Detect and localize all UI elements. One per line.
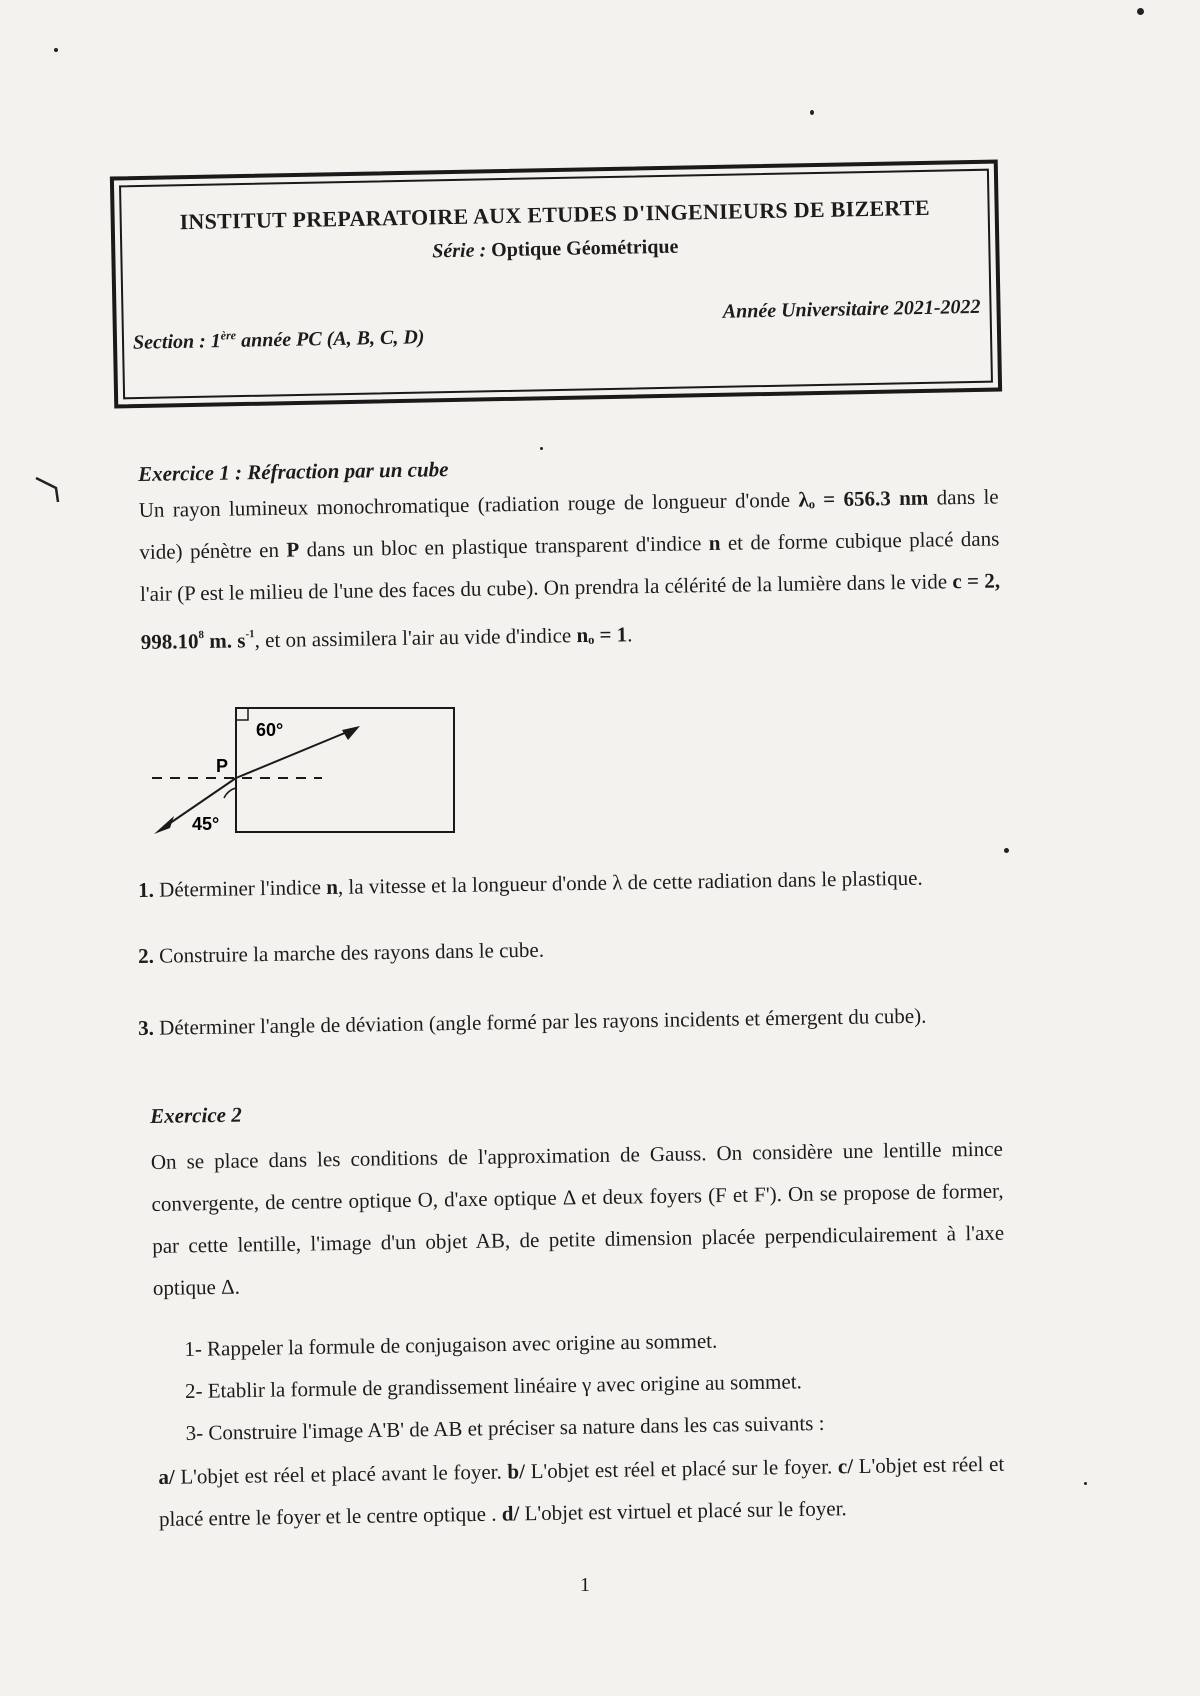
question-text: , la vitesse et la longueur d'onde λ de cette radiation dans le plastique.: [337, 865, 923, 899]
ex1-question-3: [138, 1002, 998, 1041]
section-suffix: année PC (A, B, C, D): [235, 326, 425, 352]
ex1-text: .: [626, 622, 633, 647]
question-text: Construire la marche des rayons dans le cube.: [153, 937, 545, 968]
academic-year: Année Universitaire 2021-2022: [722, 295, 981, 323]
exercise1-questions: [138, 864, 998, 903]
refracted-arrow: [342, 726, 360, 740]
right-angle-marker: [236, 708, 248, 720]
exercise1-paragraph: [138, 475, 1001, 662]
refracted-ray: [236, 730, 352, 778]
ex2-cases-paragraph: [158, 1443, 1005, 1540]
question-text: Déterminer l'indice: [153, 875, 327, 902]
exercise1-title: Exercice 1 : Réfraction par un cube: [138, 457, 449, 486]
ex1-lambda0: λₒ = 656.3 nm: [798, 485, 929, 512]
case-a-label: a/: [158, 1464, 175, 1489]
question-number: 3.: [138, 1015, 155, 1040]
ex2-item-3: 3- Construire l'image A'B' de AB et préciser sa nature dans les cas suivants :: [185, 1410, 825, 1445]
point-p-label: P: [216, 756, 229, 776]
exercise2-cases: [158, 1443, 1005, 1540]
ex1-question-2: [138, 930, 998, 969]
question-number: 2.: [138, 943, 155, 968]
case-c-text: L'objet est réel et placé entre le foyer et le centre optique .: [158, 1451, 1005, 1531]
ex1-c-exp: 8: [198, 628, 205, 642]
exercise1-block: [138, 448, 1001, 662]
ex2-item-2: 2- Etablir la formule de grandissement linéaire γ avec origine au sommet.: [184, 1369, 803, 1403]
case-b-text: L'objet est réel et placé sur le foyer.: [524, 1454, 839, 1484]
case-d-label: d/: [501, 1501, 520, 1526]
exercise2-title: Exercice 2: [150, 1102, 242, 1128]
question-n: n: [326, 874, 339, 900]
exercise2-paragraph: On se place dans les conditions de l'approximation de Gauss. On considère une lentille mince convergente, de centre optique O, d'axe optique Δ et deux foyers (F et F'). On se propose de former, par cette lentille, l'image d'un objet AB, de petite dimension placée perpendiculairement à l'axe optique Δ.: [150, 1136, 1005, 1300]
ex1-text: dans le vide) pénètre en: [139, 484, 999, 564]
serie-label: Série :: [432, 239, 487, 263]
ex1-point-p: P: [286, 537, 300, 562]
ex1-question-1: [138, 864, 998, 903]
case-b-label: b/: [507, 1459, 526, 1484]
ex1-c-value: c = 2, 998.10: [140, 568, 1001, 654]
ex1-text: et de forme cubique placé dans l'air (P est le milieu de l'une des faces du cube). On prendra la célérité de la lumière dans le vide: [139, 526, 1000, 606]
ink-mark: [34, 476, 60, 506]
speck: [810, 110, 814, 115]
ex2-item-1: 1- Rappeler la formule de conjugaison avec origine au sommet.: [184, 1328, 718, 1361]
case-d-text: L'objet est virtuel et placé sur le foyer.: [519, 1496, 847, 1526]
ex1-text: dans un bloc en plastique transparent d'indice: [299, 531, 709, 562]
ex1-index-n: n: [708, 530, 721, 556]
case-a-text: L'objet est réel et placé avant le foyer.: [174, 1459, 508, 1489]
exercise2-list: [184, 1315, 986, 1454]
ex1-text: Un rayon lumineux monochromatique (radiation rouge de longueur d'onde: [138, 487, 799, 522]
speck: [540, 447, 543, 450]
angle-arc: [224, 788, 236, 798]
question-text: Déterminer l'angle de déviation (angle formé par les rayons incidents et émergent du cube).: [153, 1003, 927, 1040]
angle-bottom-label: 45°: [192, 814, 220, 834]
speck: [1004, 848, 1009, 853]
incident-arrow: [154, 816, 174, 834]
question-number: 1.: [138, 877, 155, 902]
speck: [1137, 8, 1144, 15]
ex1-c-unit: m. s: [203, 628, 246, 653]
ex1-c-unit-exp: -1: [245, 628, 255, 641]
section-prefix: Section : 1: [132, 330, 222, 354]
speck: [54, 48, 58, 52]
case-c-label: c/: [837, 1454, 854, 1479]
section-sup: ère: [220, 328, 237, 343]
ex1-text: , et on assimilera l'air au vide d'indice: [254, 623, 577, 653]
serie-value: Optique Géométrique: [490, 235, 679, 262]
exercise1-q2: [138, 930, 998, 969]
ex1-n0: nₒ = 1: [576, 622, 628, 648]
cube-refraction-figure: [152, 702, 472, 842]
speck: [1084, 1482, 1087, 1485]
institution-name: INSTITUT PREPARATOIRE AUX ETUDES D'INGENIEURS DE BIZERTE: [179, 194, 931, 235]
page-number: 1: [580, 1574, 590, 1596]
exercise1-q3: [138, 1002, 998, 1041]
exercise2-block: [150, 1091, 1005, 1309]
header-box: [110, 159, 1002, 408]
angle-top-label: 60°: [256, 720, 284, 740]
